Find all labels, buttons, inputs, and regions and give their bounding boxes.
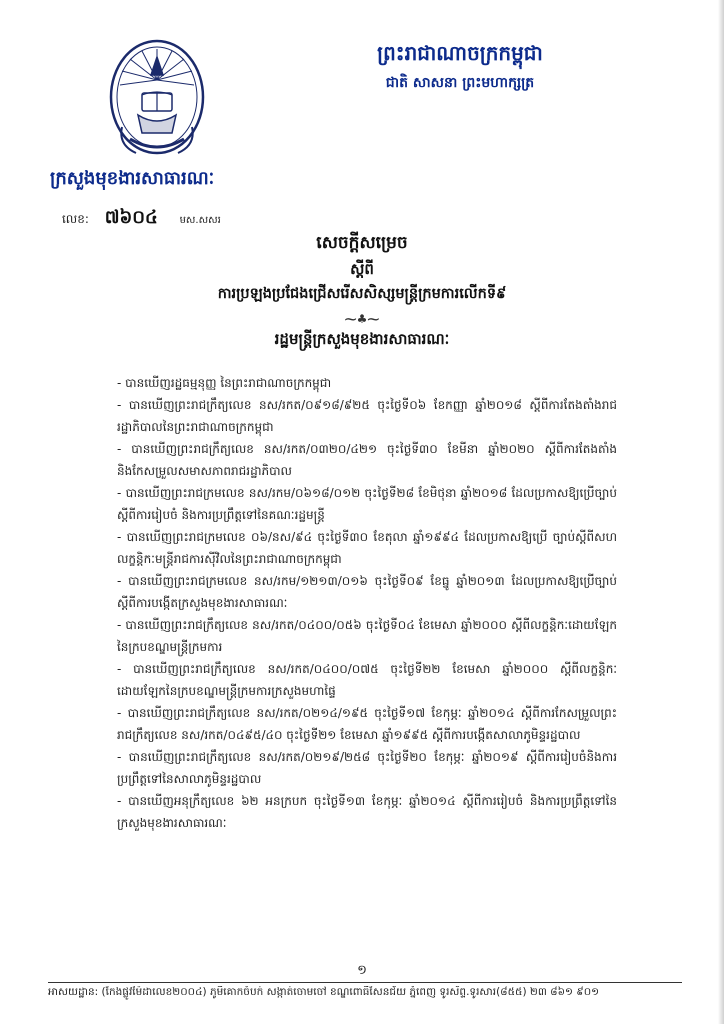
legal-basis-list <box>117 372 617 834</box>
list-item: - បានឃើញរដ្ឋធម្មនុញ្ញ នៃព្រះរាជាណាចក្រកម្ពុជា <box>117 376 332 390</box>
kingdom-heading <box>360 40 560 94</box>
list-item: - បានឃើញព្រះរាជក្រឹត្យលេខ នស/រកត/០៩១៨/៩២៥ ចុះថ្ងៃទី០៦ ខែកញ្ញា ឆ្នាំ២០១៨ ស្តីពីការតែងតាំងរាជរដ្ឋាភិបាលនៃព្រះរាជាណាចក្រកម្ពុជា <box>117 398 617 434</box>
decision-about: ស្តីពី <box>350 260 374 278</box>
national-motto: ជាតិ សាសនា ព្រះមហាក្សត្រ <box>385 75 535 91</box>
reference-code: មស.សសរ <box>179 215 221 226</box>
page-edge-shadow <box>718 0 724 1024</box>
list-item: - បានឃើញព្រះរាជក្រឹត្យលេខ នស/រកត/០៣២០/៤២១ ចុះថ្ងៃទី៣០ ខែមីនា ឆ្នាំ២០២០ ស្តីពីការតែងតាំង និងកែសម្រួលសមាសភាពរាជរដ្ឋាភិបាល <box>117 442 617 478</box>
footer-divider <box>48 982 682 983</box>
ministry-name: ក្រសួងមុខងារសាធារណៈ <box>50 168 215 189</box>
reference-number: ៧៦០៤ <box>104 207 158 228</box>
list-item: - បានឃើញព្រះរាជក្រឹត្យលេខ នស/រកត/០៤០០/០៥៦ ចុះថ្ងៃទី០៤ ខែមេសា ឆ្នាំ២០០០ ស្តីពីលក្ខន្តិកៈដោយឡែកនៃក្របខណ្ឌមន្ត្រីក្រមការ <box>117 618 617 654</box>
list-item: - បានឃើញព្រះរាជក្រមលេខ ០៦/នស/៩៤ ចុះថ្ងៃទី៣០ ខែតុលា ឆ្នាំ១៩៩៤ ដែលប្រកាសឱ្យប្រើ ច្បាប់ស្តីពីសហលក្ខន្តិកៈមន្ត្រីរាជការស៊ីវិលនៃព្រះរាជាណាចក្រកម្ពុជា <box>117 530 617 566</box>
ministry-seal-icon <box>100 35 215 170</box>
list-item: - បានឃើញព្រះរាជក្រឹត្យលេខ នស/រកត/០២១៤/១៩៥ ចុះថ្ងៃទី១៧ ខែកុម្ភៈ ឆ្នាំ២០១៤ ស្តីពីការកែសម្រួលព្រះរាជក្រឹត្យលេខ នស/រកត/០៤៩៥/៤០ ចុះថ្ងៃទី២១ ខែមេសា ឆ្នាំ១៩៩៥ ស្តីពីការបង្កើតសាលាភូមិន្ទរដ្ឋបាល <box>117 706 617 742</box>
list-item: - បានឃើញព្រះរាជក្រឹត្យលេខ នស/រកត/០២១៩/២៥៨ ចុះថ្ងៃទី២០ ខែកុម្ភៈ ឆ្នាំ២០១៩ ស្តីពីការរៀបចំនិងការប្រព្រឹត្តទៅនៃសាលាភូមិន្ទរដ្ឋបាល <box>117 750 617 786</box>
reference-label: លេខ: <box>62 212 89 226</box>
decision-title: សេចក្តីសម្រេច <box>316 233 408 253</box>
ornament-divider: ⁓♣⁓ <box>344 312 380 326</box>
kingdom-title: ព្រះរាជាណាចក្រកម្ពុជា <box>377 41 543 65</box>
list-item: - បានឃើញព្រះរាជក្រឹត្យលេខ នស/រកត/០៤០០/០៧៥ ចុះថ្ងៃទី២២ ខែមេសា ឆ្នាំ២០០០ ស្តីពីលក្ខន្តិកៈដោយឡែកនៃក្របខណ្ឌមន្ត្រីក្រមការក្រសួងមហាផ្ទៃ <box>117 662 617 698</box>
list-item: - បានឃើញព្រះរាជក្រមលេខ នស/រកម/១២១៣/០១៦ ចុះថ្ងៃទី០៩ ខែធ្នូ ឆ្នាំ២០១៣ ដែលប្រកាសឱ្យប្រើច្បាប់ស្តីពីការបង្កើតក្រសួងមុខងារសាធារណៈ <box>117 574 617 610</box>
list-item: - បានឃើញអនុក្រឹត្យលេខ ៦២ អនក្របក ចុះថ្ងៃទី១៣ ខែកុម្ភៈ ឆ្នាំ២០១៤ ស្តីពីការរៀបចំ និងការប្រព្រឹត្តទៅនៃក្រសួងមុខងារសាធារណៈ <box>117 794 617 830</box>
list-item: - បានឃើញព្រះរាជក្រមលេខ នស/រកម/០៦១៨/០១២ ចុះថ្ងៃទី២៨ ខែមិថុនា ឆ្នាំ២០១៨ ដែលប្រកាសឱ្យប្រើច្បាប់ស្តីពីការរៀបចំ និងការប្រព្រឹត្តទៅនៃគណៈរដ្ឋមន្ត្រី <box>117 486 617 522</box>
footer-address: អាសយដ្ឋាន: (កែងផ្លូវម៉ៃដាលេខ២០០៤) ភូមិគោកចំបក់ សង្កាត់ចោមចៅ ខណ្ឌពោធិ៍សែនជ័យ ភ្នំពេញ ទូរស័ព្ទ.ទូរសារ(៨៥៥) ២៣ ៨៦១ ៩០១ <box>48 986 600 998</box>
decision-subject: ការប្រឡងប្រជែងជ្រើសរើសសិស្សមន្ត្រីក្រមការលើកទី៩ <box>217 285 507 302</box>
reference-line <box>62 205 221 232</box>
decision-issuer: រដ្ឋមន្ត្រីក្រសួងមុខងារសាធារណៈ <box>274 330 450 348</box>
page-number: ១ <box>357 963 367 978</box>
